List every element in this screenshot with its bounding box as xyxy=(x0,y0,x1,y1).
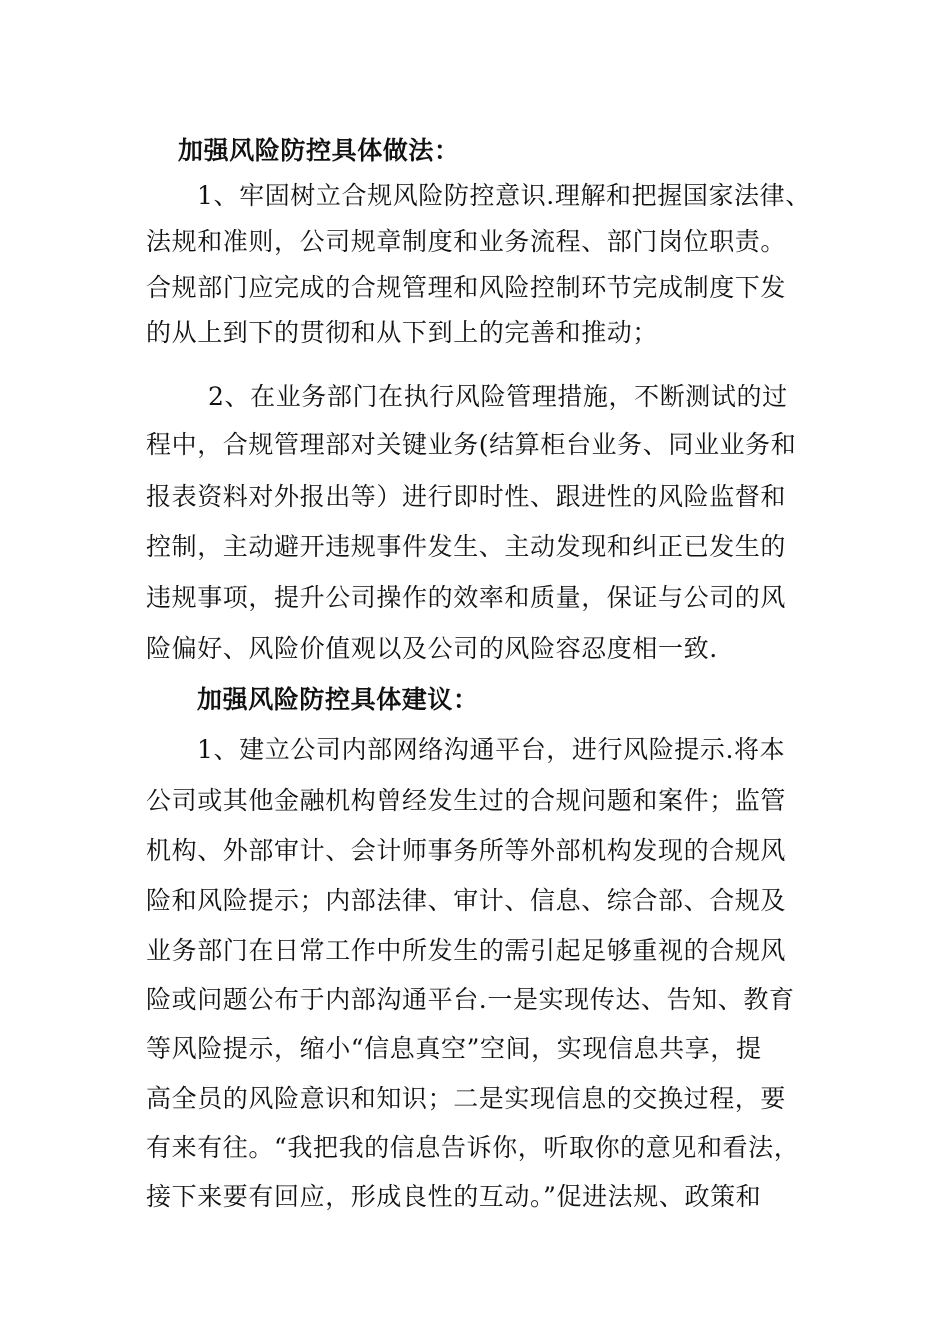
paragraph-line: 控制，主动避开违规事件发生、主动发现和纠正已发生的 xyxy=(146,532,787,561)
paragraph-line: 合规部门应完成的合规管理和风险控制环节完成制度下发 xyxy=(146,273,787,302)
section-heading-practices: 加强风险防控具体做法： xyxy=(178,136,460,165)
paragraph-line: 1、牢固树立合规风险防控意识.理解和把握国家法律、 xyxy=(197,181,811,210)
paragraph-line: 公司或其他金融机构曾经发生过的合规问题和案件；监管 xyxy=(146,786,787,815)
paragraph-line: 程中，合规管理部对关键业务(结算柜台业务、同业业务和 xyxy=(146,430,797,459)
paragraph-line: 违规事项，提升公司操作的效率和质量，保证与公司的风 xyxy=(146,583,787,612)
paragraph-line: 业务部门在日常工作中所发生的需引起足够重视的合规风 xyxy=(146,936,787,965)
paragraph-line: 险或问题公布于内部沟通平台.一是实现传达、告知、教育 xyxy=(146,985,795,1014)
paragraph-line: 机构、外部审计、会计师事务所等外部机构发现的合规风 xyxy=(146,836,787,865)
section-heading-suggestions: 加强风险防控具体建议： xyxy=(197,685,479,714)
paragraph-line: 的从上到下的贯彻和从下到上的完善和推动； xyxy=(146,318,659,347)
paragraph-line: 险和风险提示；内部法律、审计、信息、综合部、合规及 xyxy=(146,886,787,915)
paragraph-line: 2、在业务部门在执行风险管理措施，不断测试的过 xyxy=(208,382,788,411)
paragraph-line: 险偏好、风险价值观以及公司的风险容忍度相一致. xyxy=(146,634,718,663)
paragraph-line: 报表资料对外报出等）进行即时性、跟进性的风险监督和 xyxy=(146,482,787,511)
paragraph-line: 接下来要有回应，形成良性的互动。”促进法规、政策和 xyxy=(146,1182,762,1211)
paragraph-line: 1、建立公司内部网络沟通平台，进行风险提示.将本 xyxy=(197,735,786,764)
paragraph-line: 有来有往。“我把我的信息告诉你，听取你的意见和看法， xyxy=(146,1133,800,1162)
paragraph-line: 高全员的风险意识和知识；二是实现信息的交换过程，要 xyxy=(146,1084,787,1113)
paragraph-line: 法规和准则，公司规章制度和业务流程、部门岗位职责。 xyxy=(146,227,787,256)
paragraph-line: 等风险提示，缩小“信息真空”空间，实现信息共享，提 xyxy=(146,1034,762,1063)
